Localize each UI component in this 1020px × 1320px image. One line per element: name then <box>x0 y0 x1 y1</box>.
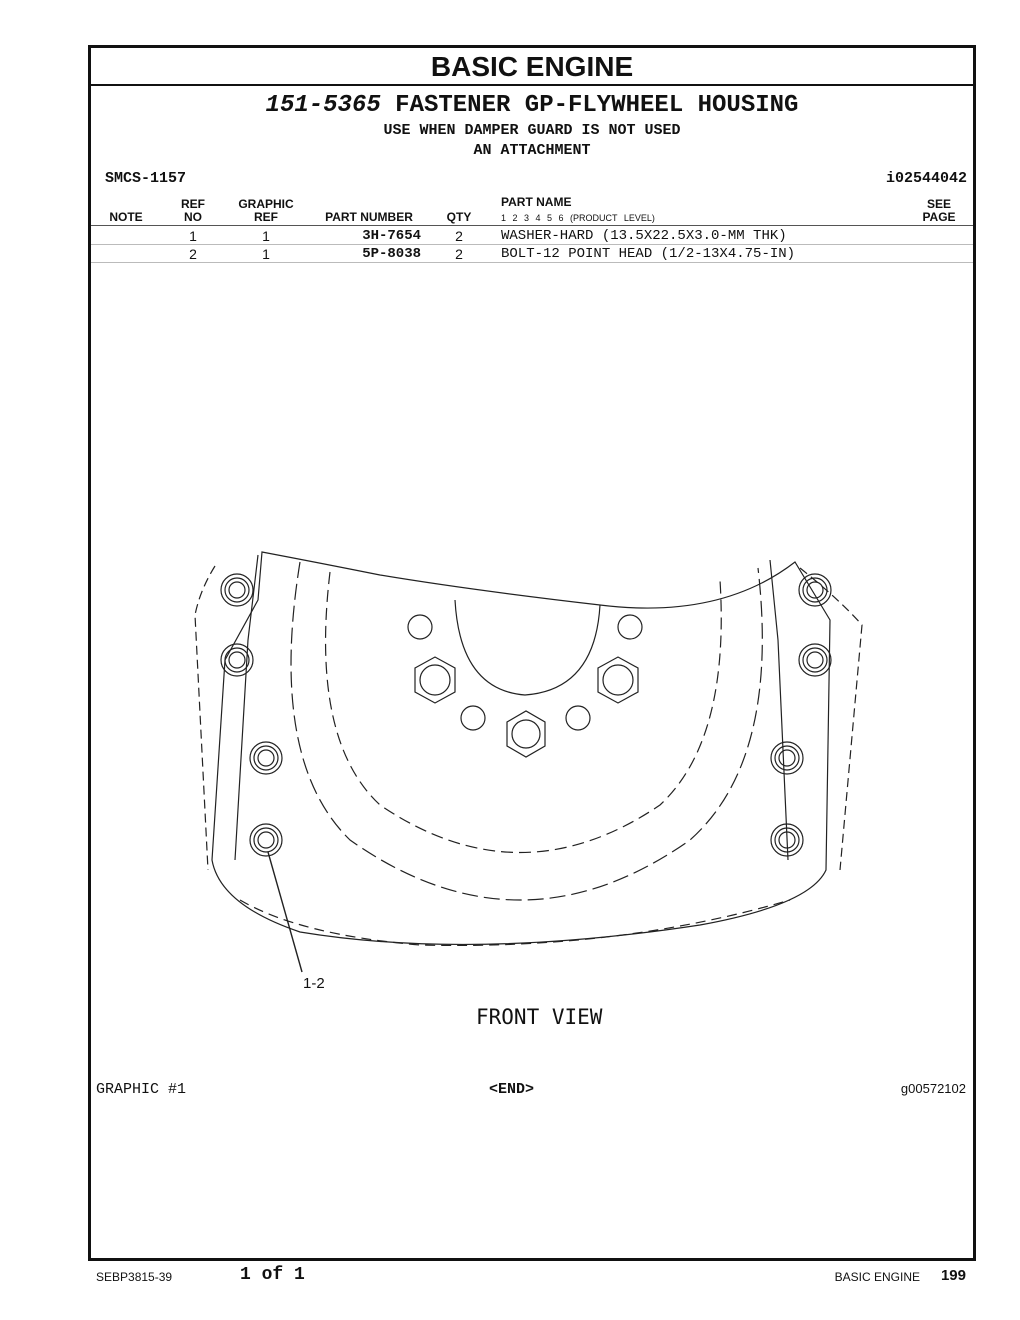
bolt-left-4 <box>250 824 282 856</box>
group-note-1: USE WHEN DAMPER GUARD IS NOT USED <box>383 122 681 139</box>
group-note-2: AN ATTACHMENT <box>473 142 591 159</box>
inner-arc-outer <box>291 562 762 900</box>
header-part-number: PART NUMBER <box>325 210 413 224</box>
group-title <box>91 92 973 119</box>
section-title: BASIC ENGINE <box>91 48 973 86</box>
hole <box>566 706 590 730</box>
bolt-right-2 <box>799 644 831 676</box>
center-bore <box>455 600 600 695</box>
row-graphic-ref: 1 <box>262 228 270 244</box>
graphic-caption-center: <END> <box>489 1081 535 1098</box>
row-part-name: WASHER-HARD (13.5X22.5X3.0-MM THK) <box>501 228 787 244</box>
header-divider <box>91 225 973 226</box>
row-part-number: 5P-8038 <box>362 246 421 262</box>
smcs-code: SMCS-1157 <box>105 170 187 187</box>
row-divider <box>91 244 973 245</box>
row-ref-no: 1 <box>189 228 197 244</box>
row-part-number: 3H-7654 <box>362 228 421 244</box>
row-qty: 2 <box>455 246 463 262</box>
footer-page-of: 1 of 1 <box>240 1265 305 1285</box>
hex-bolt-bottom <box>507 711 545 757</box>
housing-outline <box>212 552 830 944</box>
header-qty: QTY <box>446 210 472 224</box>
header-graphic-ref-line2: REF <box>254 210 278 224</box>
graphic-caption-right: g00572102 <box>900 1081 966 1096</box>
hole <box>461 706 485 730</box>
group-name: FASTENER GP-FLYWHEEL HOUSING <box>395 92 799 119</box>
bolt-left-1 <box>221 574 253 606</box>
header-part-name: PART NAME <box>501 195 572 209</box>
footer-section: BASIC ENGINE <box>834 1270 920 1284</box>
hex-bolt-left <box>415 657 455 703</box>
row-qty: 2 <box>455 228 463 244</box>
callout-leader <box>268 852 302 972</box>
bolt-right-3 <box>771 742 803 774</box>
bolt-left-3 <box>250 742 282 774</box>
header-note: NOTE <box>109 210 143 224</box>
illustration-id: i02544042 <box>885 170 967 187</box>
graphic-caption-left: GRAPHIC #1 <box>96 1081 187 1098</box>
header-see-page-line2: PAGE <box>922 210 956 224</box>
footer-page-number: 199 <box>940 1267 966 1284</box>
callout-label: 1-2 <box>303 975 325 992</box>
header-ref-no-line2: NO <box>184 210 202 224</box>
row-graphic-ref: 1 <box>262 246 270 262</box>
hole <box>618 615 642 639</box>
row-part-name: BOLT-12 POINT HEAD (1/2-13X4.75-IN) <box>501 246 796 262</box>
footer-doc-id: SEBP3815-39 <box>96 1270 173 1284</box>
flywheel-housing-diagram <box>90 550 966 1098</box>
header-ref-no-line1: REF <box>181 197 205 211</box>
header-see-page-line1: SEE <box>926 197 951 211</box>
header-see-page <box>917 198 961 224</box>
bolt-left-2 <box>221 644 253 676</box>
header-product-level: 1 2 3 4 5 6 (PRODUCT LEVEL) <box>501 213 655 223</box>
view-label: FRONT VIEW <box>476 1005 603 1029</box>
header-ref-no <box>173 198 213 224</box>
header-graphic-ref <box>231 198 301 224</box>
header-graphic-ref-line1: GRAPHIC <box>238 197 294 211</box>
row-ref-no: 2 <box>189 246 197 262</box>
row-divider <box>91 262 973 263</box>
hex-bolt-right <box>598 657 638 703</box>
group-part-number: 151-5365 <box>265 92 381 119</box>
hole <box>408 615 432 639</box>
